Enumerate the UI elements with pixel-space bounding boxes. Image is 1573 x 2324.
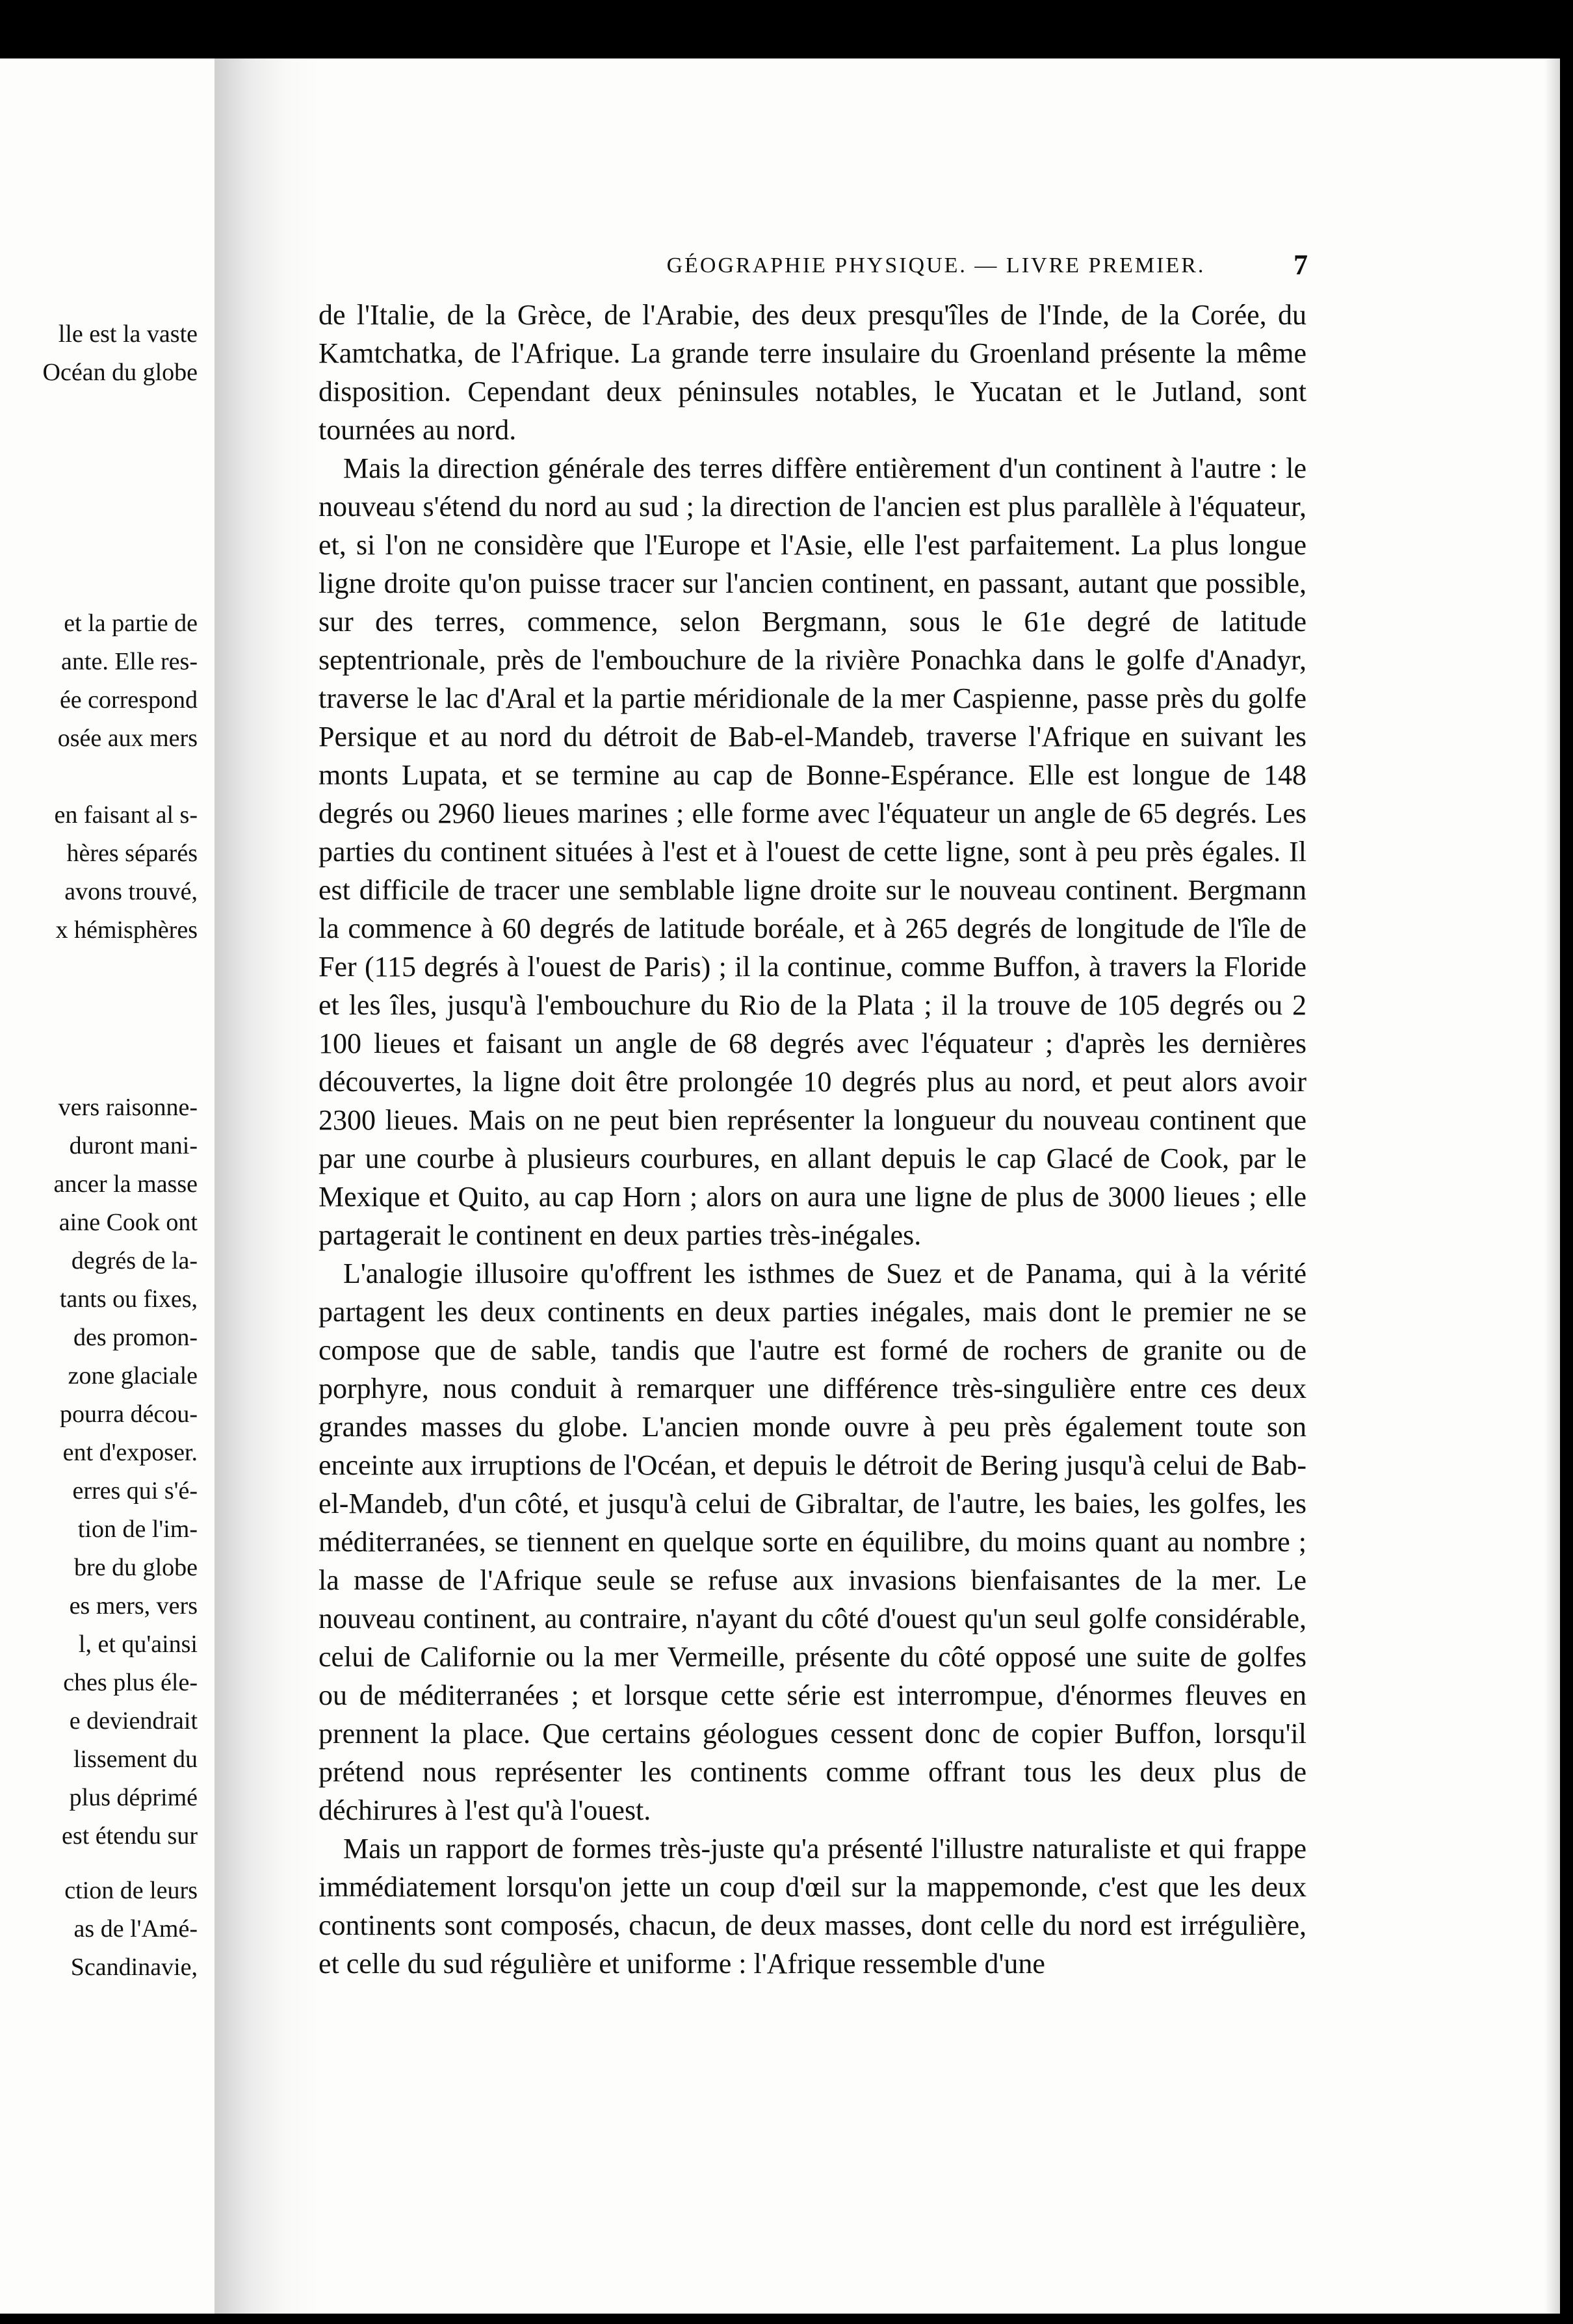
paragraph: Mais un rapport de formes très-juste qu'a présenté l'illustre naturaliste et qui frappe immédiatement lorsqu'on jette un coup d'œil sur la mappemonde, c'est que les deux continents sont composés, chacun, de deux masses, dont celle du nord est irrégulière, et celle du sud régulière et uniforme : l'Afrique ressemble d'une bbox=[318, 1833, 1306, 1980]
facing-page-text: lle est la vaste Océan du globe bbox=[42, 320, 198, 386]
facing-page-text: et la partie de ante. Elle res- ée correspond osée aux mers en faisant al s- hères séparés avons trouvé, x hémisphères bbox=[54, 610, 198, 944]
facing-page-fragment bbox=[0, 58, 214, 2314]
book-page bbox=[318, 58, 1560, 2314]
facing-page-text: vers raisonne- duront mani- ancer la masse aine Cook ont degrés de la- tants ou fixes, des promon- zone glaciale pourra décou- ent d'exposer. erres qui s'é- tion de l'im- bre du globe es mers, vers l, et qu'ainsi ches plus éle- e deviendrait lissement du plus déprimé est étendu sur bbox=[53, 1094, 198, 1850]
page-number: 7 bbox=[1294, 249, 1308, 281]
body-text bbox=[318, 296, 1306, 1983]
running-head: GÉOGRAPHIE PHYSIQUE. — LIVRE PREMIER. bbox=[666, 253, 1206, 278]
book-gutter bbox=[214, 58, 318, 2314]
facing-page-text: ction de leurs as de l'Amé- Scandinavie, bbox=[64, 1877, 198, 1981]
page-edge bbox=[1544, 58, 1560, 2314]
paragraph: L'analogie illusoire qu'offrent les isthmes de Suez et de Panama, qui à la vérité partagent les deux continents en deux parties inégales, mais dont le premier ne se compose que de sable, tandis que l'autre est formé de rochers de granite ou de porphyre, nous conduit à remarquer une différence très-singulière entre ces deux grandes masses du globe. L'ancien monde ouvre à peu près également toute son enceinte aux irruptions de l'Océan, et depuis le détroit de Bering jusqu'à celui de Bab-el-Mandeb, d'un côté, et jusqu'à celui de Gibraltar, de l'autre, les baies, les golfes, les méditerranées, se tiennent en quelque sorte en équilibre, du moins quant au nombre ; la masse de l'Afrique seule se refuse aux invasions bienfaisantes de la mer. Le nouveau continent, au contraire, n'ayant du côté d'ouest qu'un seul golfe considérable, celui de Californie ou la mer Vermeille, présente du côté opposé une suite de golfes ou de méditerranées ; et lorsque cette série est interrompue, d'énormes fleuves en prennent la place. Que certains géologues cessent donc de copier Buffon, lorsqu'il prétend nous représenter les continents comme offrant tous les deux plus de déchirures à l'est qu'à l'ouest. bbox=[318, 1258, 1306, 1826]
paragraph: de l'Italie, de la Grèce, de l'Arabie, des deux presqu'îles de l'Inde, de la Corée, du Kamtchatka, de l'Afrique. La grande terre insulaire du Groenland présente la même disposition. Cependant deux péninsules notables, le Yucatan et le Jutland, sont tournées au nord. bbox=[318, 299, 1306, 446]
paragraph: Mais la direction générale des terres diffère entièrement d'un continent à l'autre : le nouveau s'étend du nord au sud ; la direction de l'ancien est plus parallèle à l'équateur, et, si l'on ne considère que l'Europe et l'Asie, elle l'est parfaitement. La plus longue ligne droite qu'on puisse tracer sur l'ancien continent, en passant, autant que possible, sur des terres, commence, selon Bergmann, sous le 61e degré de latitude septentrionale, près de l'embouchure de la rivière Ponachka dans le golfe d'Anadyr, traverse le lac d'Aral et la partie méridionale de la mer Caspienne, passe près du golfe Persique et au nord du détroit de Bab-el-Mandeb, traverse l'Afrique en suivant les monts Lupata, et se termine au cap de Bonne-Espérance. Elle est longue de 148 degrés ou 2960 lieues marines ; elle forme avec l'équateur un angle de 65 degrés. Les parties du continent situées à l'est et à l'ouest de cette ligne, sont à peu près égales. Il est difficile de tracer une semblable ligne droite sur le nouveau continent. Bergmann la commence à 60 degrés de latitude boréale, et à 265 degrés de longitude de l'île de Fer (115 degrés à l'ouest de Paris) ; il la continue, comme Buffon, à travers la Floride et les îles, jusqu'à l'embouchure du Rio de la Plata ; il la trouve de 105 degrés ou 2 100 lieues et faisant un angle de 68 degrés avec l'équateur ; d'après les dernières découvertes, la ligne doit être prolongée 10 degrés plus au nord, et peut alors avoir 2300 lieues. Mais on ne peut bien représenter la longueur du nouveau continent que par une courbe à plusieurs courbures, en allant depuis le cap Glacé de Cook, par le Mexique et Quito, au cap Horn ; alors on aura une ligne de plus de 3000 lieues ; elle partagerait le continent en deux parties très-inégales. bbox=[318, 452, 1306, 1251]
